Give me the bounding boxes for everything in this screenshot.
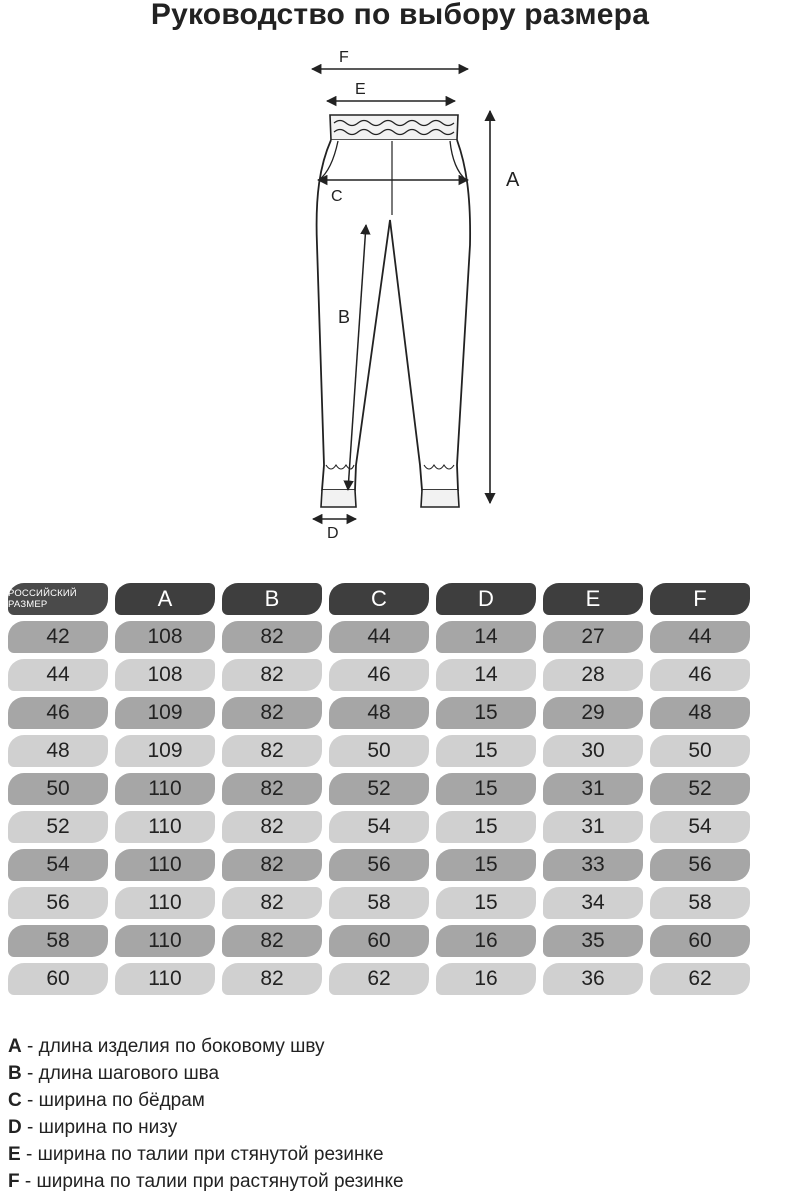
legend-key: E: [8, 1144, 21, 1165]
table-cell-c: 58: [329, 887, 429, 919]
table-cell-e: 27: [543, 621, 643, 653]
header-d: D: [436, 583, 536, 615]
dimension-label-d: D: [327, 525, 339, 542]
table-cell-a: 110: [115, 773, 215, 805]
table-cell-a: 109: [115, 697, 215, 729]
table-cell-a: 110: [115, 849, 215, 881]
table-cell-f: 48: [650, 697, 750, 729]
table-cell-f: 62: [650, 963, 750, 995]
table-cell-e: 33: [543, 849, 643, 881]
legend-text: - длина шагового шва: [21, 1063, 220, 1084]
table-cell-size: 48: [8, 735, 108, 767]
table-cell-e: 28: [543, 659, 643, 691]
table-cell-f: 52: [650, 773, 750, 805]
table-cell-b: 82: [222, 659, 322, 691]
table-cell-f: 60: [650, 925, 750, 957]
table-cell-f: 44: [650, 621, 750, 653]
table-cell-e: 35: [543, 925, 643, 957]
table-cell-size: 50: [8, 773, 108, 805]
table-cell-d: 14: [436, 659, 536, 691]
table-cell-e: 34: [543, 887, 643, 919]
table-cell-f: 54: [650, 811, 750, 843]
table-cell-f: 56: [650, 849, 750, 881]
legend-text: - ширина по талии при растянутой резинке: [19, 1171, 404, 1192]
legend-item-e: [8, 1141, 404, 1168]
table-cell-size: 54: [8, 849, 108, 881]
table-cell-c: 62: [329, 963, 429, 995]
table-cell-d: 15: [436, 735, 536, 767]
dimension-label-f: F: [339, 49, 349, 66]
table-cell-c: 60: [329, 925, 429, 957]
dimension-label-e: E: [355, 81, 366, 98]
table-cell-d: 16: [436, 963, 536, 995]
table-cell-d: 15: [436, 773, 536, 805]
legend-item-d: [8, 1114, 404, 1141]
pants-drawing: [300, 45, 540, 555]
table-cell-size: 44: [8, 659, 108, 691]
table-cell-d: 14: [436, 621, 536, 653]
header-c: C: [329, 583, 429, 615]
table-cell-size: 60: [8, 963, 108, 995]
legend-text: - ширина по низу: [21, 1117, 178, 1138]
legend-item-f: [8, 1168, 404, 1195]
legend-key: D: [8, 1117, 22, 1138]
header-a: A: [115, 583, 215, 615]
legend-item-a: [8, 1033, 404, 1060]
table-cell-d: 15: [436, 887, 536, 919]
page-title: Руководство по выбору размера: [150, 0, 650, 31]
table-cell-c: 54: [329, 811, 429, 843]
table-cell-b: 82: [222, 963, 322, 995]
table-cell-f: 46: [650, 659, 750, 691]
table-cell-f: 50: [650, 735, 750, 767]
legend-text: - ширина по бёдрам: [21, 1090, 205, 1111]
table-cell-e: 29: [543, 697, 643, 729]
measurement-legend: [8, 1033, 404, 1195]
header-russian-size: РОССИЙСКИЙ РАЗМЕР: [8, 583, 108, 615]
table-cell-e: 30: [543, 735, 643, 767]
table-cell-c: 48: [329, 697, 429, 729]
table-cell-c: 44: [329, 621, 429, 653]
table-cell-c: 56: [329, 849, 429, 881]
table-cell-size: 42: [8, 621, 108, 653]
table-cell-c: 50: [329, 735, 429, 767]
legend-key: A: [8, 1036, 22, 1057]
table-cell-b: 82: [222, 925, 322, 957]
legend-text: - ширина по талии при стянутой резинке: [20, 1144, 384, 1165]
table-cell-c: 46: [329, 659, 429, 691]
dimension-label-b: B: [338, 307, 351, 327]
legend-key: F: [8, 1171, 20, 1192]
size-table: [8, 583, 794, 1001]
table-cell-a: 110: [115, 963, 215, 995]
table-cell-a: 110: [115, 925, 215, 957]
table-cell-b: 82: [222, 887, 322, 919]
table-cell-d: 15: [436, 811, 536, 843]
legend-key: C: [8, 1090, 22, 1111]
legend-text: - длина изделия по боковому шву: [21, 1036, 325, 1057]
table-cell-b: 82: [222, 849, 322, 881]
header-e: E: [543, 583, 643, 615]
table-cell-b: 82: [222, 697, 322, 729]
dimension-label-c: C: [331, 188, 343, 205]
table-cell-d: 16: [436, 925, 536, 957]
dimension-label-a: A: [506, 169, 520, 191]
table-cell-a: 108: [115, 621, 215, 653]
table-cell-size: 52: [8, 811, 108, 843]
table-cell-size: 56: [8, 887, 108, 919]
table-cell-c: 52: [329, 773, 429, 805]
table-cell-size: 46: [8, 697, 108, 729]
table-cell-b: 82: [222, 621, 322, 653]
table-cell-f: 58: [650, 887, 750, 919]
table-cell-a: 110: [115, 811, 215, 843]
table-cell-a: 109: [115, 735, 215, 767]
pants-diagram: [300, 45, 540, 555]
table-cell-size: 58: [8, 925, 108, 957]
table-cell-e: 31: [543, 773, 643, 805]
table-cell-d: 15: [436, 697, 536, 729]
table-cell-b: 82: [222, 735, 322, 767]
legend-key: B: [8, 1063, 22, 1084]
legend-item-c: [8, 1087, 404, 1114]
table-cell-b: 82: [222, 773, 322, 805]
table-cell-a: 110: [115, 887, 215, 919]
table-cell-e: 36: [543, 963, 643, 995]
table-cell-b: 82: [222, 811, 322, 843]
legend-item-b: [8, 1060, 404, 1087]
table-cell-a: 108: [115, 659, 215, 691]
header-b: B: [222, 583, 322, 615]
table-cell-d: 15: [436, 849, 536, 881]
table-cell-e: 31: [543, 811, 643, 843]
header-f: F: [650, 583, 750, 615]
